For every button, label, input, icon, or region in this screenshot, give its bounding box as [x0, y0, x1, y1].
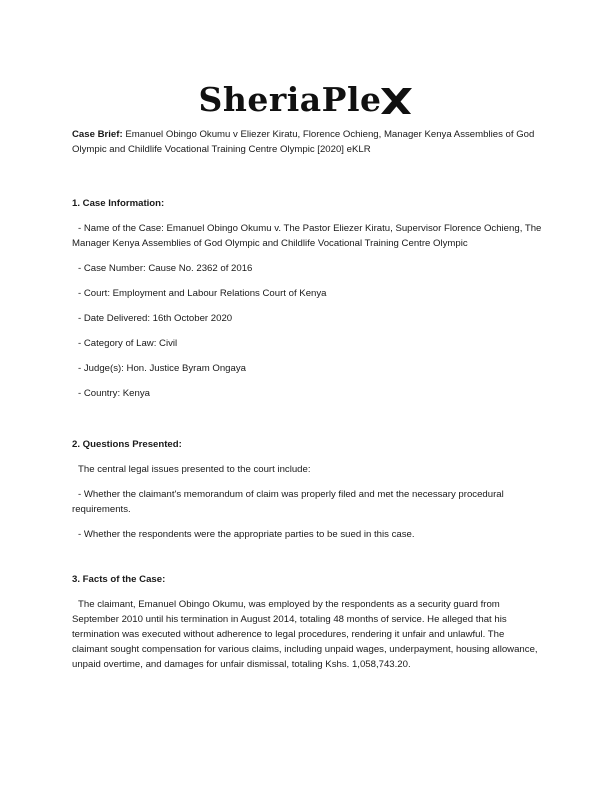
case-brief-text: Emanuel Obingo Okumu v Eliezer Kiratu, Florence Ochieng, Manager Kenya Assemblies of God Olympic and Childlife Vocational Training Centre Olympic [2020] eKLR — [72, 129, 535, 155]
case-info-date: - Date Delivered: 16th October 2020 — [78, 313, 233, 324]
section-heading-questions: 2. Questions Presented: — [72, 439, 182, 450]
logo-text: SheriaPle — [198, 80, 382, 119]
case-info-court: - Court: Employment and Labour Relations Court of Kenya — [78, 288, 327, 299]
facts-paragraph: The claimant, Emanuel Obingo Okumu, was employed by the respondents as a security guard from September 2010 until his termination in August 2014, totaling 48 months of service. He alleged that his termination was executed without adherence to legal procedures, rendering it unfair and unlawful. The claimant sought compensation for various claims, including unpaid wages, underpayment, housing allowance, unpaid overtime, and damages for unfair dismissal, totaling Kshs. 1,058,743.20. — [72, 599, 538, 670]
section-heading-facts: 3. Facts of the Case: — [72, 574, 166, 585]
case-info-country: - Country: Kenya — [78, 388, 150, 399]
case-brief — [72, 127, 542, 157]
case-brief-label: Case Brief: — [72, 129, 123, 140]
case-info-number: - Case Number: Cause No. 2362 of 2016 — [78, 263, 253, 274]
questions-intro: The central legal issues presented to the court include: — [78, 464, 311, 475]
question-item: - Whether the respondents were the appropriate parties to be sued in this case. — [78, 529, 415, 540]
logo-x-mark-icon — [379, 87, 413, 120]
case-info-category: - Category of Law: Civil — [78, 338, 178, 349]
section-heading-case-information: 1. Case Information: — [72, 198, 165, 209]
case-info-judges: - Judge(s): Hon. Justice Byram Ongaya — [78, 363, 246, 374]
sheriaplex-logo — [0, 80, 612, 120]
case-info-name: - Name of the Case: Emanuel Obingo Okumu v. The Pastor Eliezer Kiratu, Supervisor Florence Ochieng, The Manager Kenya Assemblies of God Olympic and Childlife Vocational Training Centre Olympic — [72, 223, 542, 249]
question-item: - Whether the claimant's memorandum of claim was properly filed and met the necessary procedural requirements. — [72, 489, 504, 515]
document-body — [72, 127, 542, 672]
